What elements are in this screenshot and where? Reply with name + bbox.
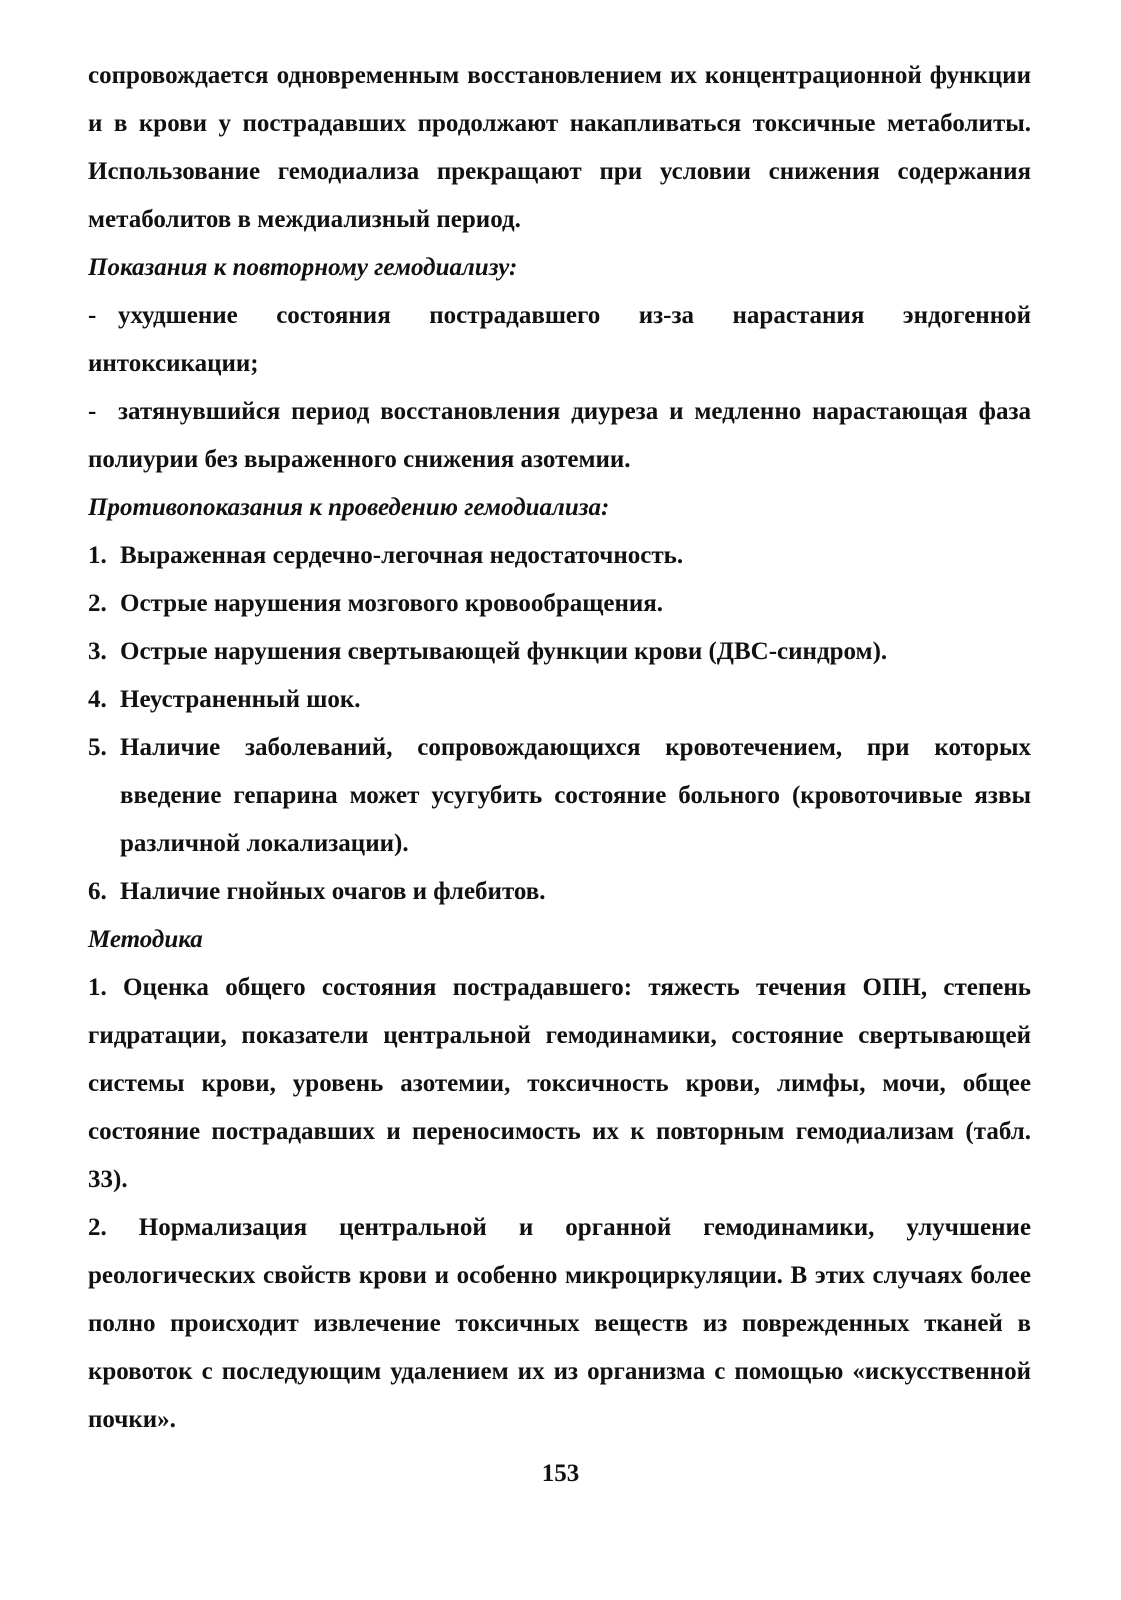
method-heading: Методика	[88, 926, 203, 953]
method-item-2: 2. Нормализация центральной и органной гемодинамики, улучшение реологических свойств крови и особенно микроциркуляции. В этих случаях более полно происходит извлечение токсичных веществ из поврежденных тканей в кровоток с последующим удалением их из организма с помощью «искусственной почки».	[88, 1214, 1031, 1433]
item-text: Неустраненный шок.	[120, 686, 361, 713]
paragraph-intro: сопровождается одновременным восстановлением их концентрационной функции и в крови у пострадавших продолжают накапливаться токсичные метаболиты. Использование гемодиализа прекращают при условии снижения содержания метаболитов в междиализный период.	[88, 62, 1031, 233]
dash-mark: -	[88, 398, 97, 425]
item-number: 1.	[88, 542, 107, 569]
item-text: Наличие гнойных очагов и флебитов.	[120, 878, 546, 905]
list-item	[88, 868, 1031, 916]
list-item	[88, 580, 1031, 628]
item-text: Острые нарушения свертывающей функции крови (ДВС-синдром).	[120, 638, 888, 665]
text-column	[88, 52, 1031, 1444]
page-number: 153	[541, 1460, 580, 1487]
item-number: 5.	[88, 734, 107, 761]
indication-text-1: ухудшение состояния пострадавшего из-за нарастания эндогенной интоксикации;	[88, 302, 1031, 377]
indication-item-2	[88, 388, 1031, 484]
item-number: 4.	[88, 686, 107, 713]
list-item	[88, 724, 1031, 868]
indication-text-2: затянувшийся период восстановления диуреза и медленно нарастающая фаза полиурии без выраженного снижения азотемии.	[88, 398, 1031, 473]
item-text: Выраженная сердечно-легочная недостаточность.	[120, 542, 684, 569]
item-number: 3.	[88, 638, 107, 665]
contraindications-heading: Противопоказания к проведению гемодиализа:	[88, 494, 610, 521]
indications-heading: Показания к повторному гемодиализу:	[88, 254, 518, 281]
item-number: 6.	[88, 878, 107, 905]
item-text: Наличие заболеваний, сопровождающихся кровотечением, при которых введение гепарина может усугубить состояние больного (кровоточивые язвы различной локализации).	[120, 734, 1031, 857]
indication-item-1	[88, 292, 1031, 388]
dash-mark: -	[88, 302, 97, 329]
list-item	[88, 676, 1031, 724]
item-text: Острые нарушения мозгового кровообращения.	[120, 590, 664, 617]
contraindications-list	[88, 532, 1031, 916]
list-item	[88, 532, 1031, 580]
item-number: 2.	[88, 590, 107, 617]
method-item-1: 1. Оценка общего состояния пострадавшего: тяжесть течения ОПН, степень гидратации, показатели центральной гемодинамики, состояние свертывающей системы крови, уровень азотемии, токсичность крови, лимфы, мочи, общее состояние пострадавших и переносимость их к повторным гемодиализам (табл. 33).	[88, 974, 1031, 1193]
list-item	[88, 628, 1031, 676]
